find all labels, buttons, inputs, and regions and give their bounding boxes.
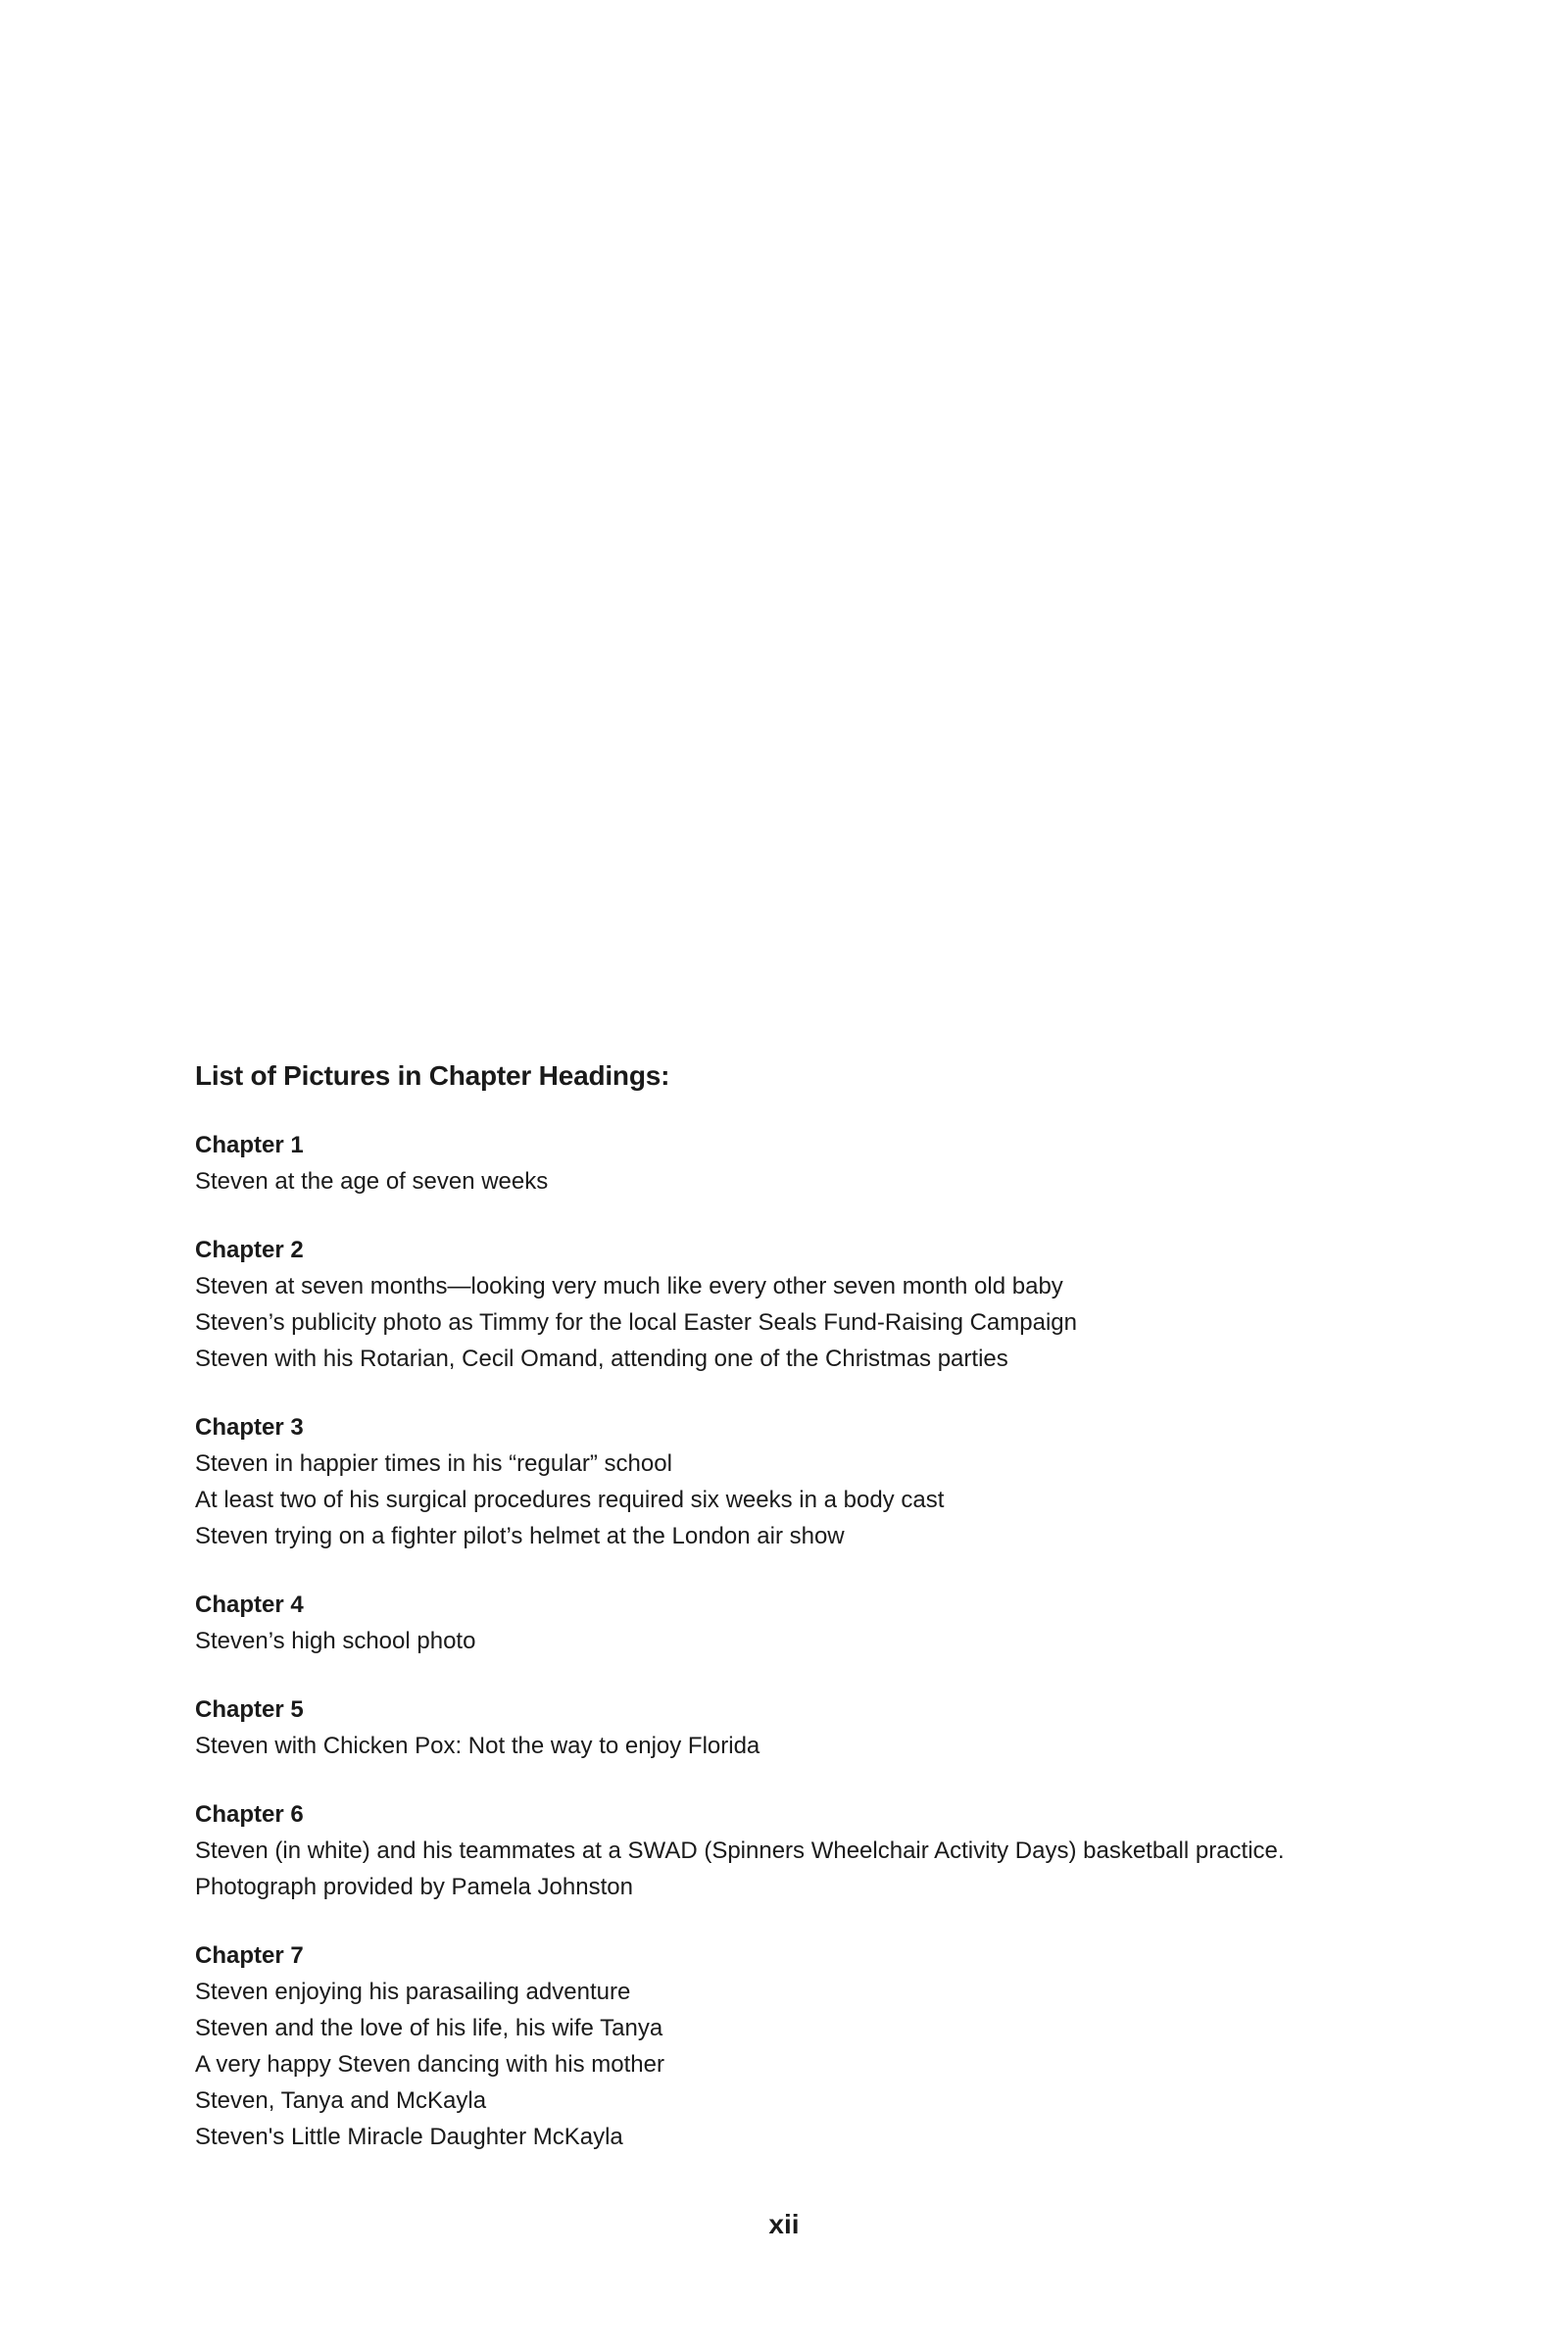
- chapter-section-4: [195, 1587, 1420, 1659]
- chapter-section-3: [195, 1409, 1420, 1554]
- chapter-heading: Chapter 6: [195, 1801, 304, 1828]
- picture-caption: A very happy Steven dancing with his mother: [195, 2051, 664, 2078]
- chapter-section-2: [195, 1232, 1420, 1377]
- chapter-heading: Chapter 1: [195, 1132, 304, 1158]
- picture-caption: Steven’s publicity photo as Timmy for the local Easter Seals Fund-Raising Campaign: [195, 1309, 1077, 1336]
- chapter-heading: Chapter 7: [195, 1942, 304, 1969]
- chapter-section-5: [195, 1691, 1420, 1764]
- picture-caption: At least two of his surgical procedures required six weeks in a body cast: [195, 1487, 945, 1513]
- picture-caption: Steven (in white) and his teammates at a SWAD (Spinners Wheelchair Activity Days) basketball practice.: [195, 1838, 1285, 1864]
- picture-caption: Photograph provided by Pamela Johnston: [195, 1874, 633, 1900]
- chapter-section-6: [195, 1796, 1420, 1905]
- picture-caption: Steven enjoying his parasailing adventure: [195, 1979, 631, 2005]
- list-title: List of Pictures in Chapter Headings:: [195, 1060, 670, 1091]
- chapter-section-7: [195, 1937, 1420, 2155]
- chapter-heading: Chapter 2: [195, 1237, 304, 1263]
- picture-caption: Steven in happier times in his “regular” school: [195, 1450, 672, 1477]
- picture-caption: Steven's Little Miracle Daughter McKayla: [195, 2124, 623, 2150]
- page-number: xii: [768, 2209, 800, 2239]
- chapter-heading: Chapter 4: [195, 1592, 304, 1618]
- picture-caption: Steven with his Rotarian, Cecil Omand, attending one of the Christmas parties: [195, 1346, 1008, 1372]
- picture-caption: Steven at seven months—looking very much like every other seven month old baby: [195, 1273, 1063, 1299]
- chapter-heading: Chapter 5: [195, 1696, 304, 1723]
- picture-caption: Steven at the age of seven weeks: [195, 1168, 549, 1195]
- picture-caption: Steven, Tanya and McKayla: [195, 2087, 487, 2114]
- picture-caption: Steven with Chicken Pox: Not the way to enjoy Florida: [195, 1733, 760, 1759]
- chapter-section-1: [195, 1127, 1420, 1200]
- picture-caption: Steven’s high school photo: [195, 1628, 476, 1654]
- picture-caption: Steven and the love of his life, his wife Tanya: [195, 2015, 663, 2041]
- chapter-heading: Chapter 3: [195, 1414, 304, 1441]
- picture-list: [195, 1058, 1420, 2187]
- picture-caption: Steven trying on a fighter pilot’s helmet at the London air show: [195, 1523, 845, 1549]
